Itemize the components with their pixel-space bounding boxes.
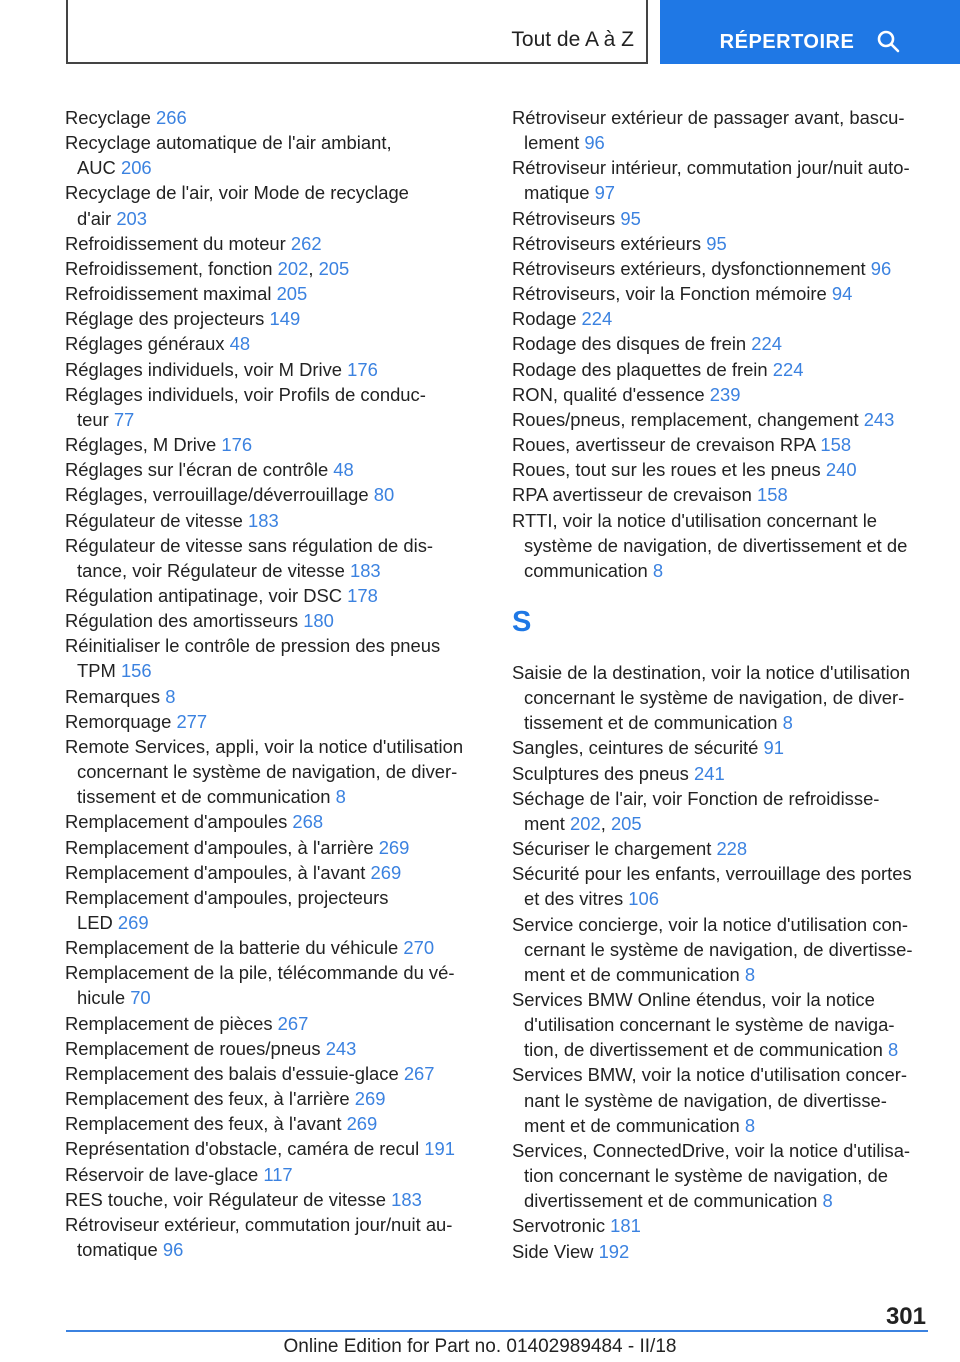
index-entry xyxy=(65,583,477,608)
index-entry xyxy=(65,633,477,683)
index-entry-term: Servotronic xyxy=(512,1215,606,1237)
index-entry-term: Régulateur de vitesse xyxy=(65,509,243,531)
page-reference-link[interactable]: 205 xyxy=(276,283,308,305)
index-entry-term: Remplacement des balais d'essuie-glace xyxy=(65,1062,399,1084)
page-reference-link[interactable]: 269 xyxy=(117,912,149,933)
index-entry-term: Services BMW, voir la notice d'utilisation concer- nant le système de navigation, de divertisse- ment et de communication xyxy=(512,1064,907,1136)
section-tab[interactable] xyxy=(660,0,960,64)
page-reference-link[interactable]: 269 xyxy=(354,1088,386,1110)
page-reference-link[interactable]: 181 xyxy=(610,1215,641,1237)
page-reference-link[interactable]: 269 xyxy=(346,1113,378,1135)
index-list-s xyxy=(512,660,930,1264)
index-entry-term: Rétroviseur extérieur de passager avant, bascu- lement xyxy=(512,107,905,154)
index-entry-term: Roues, tout sur les roues et les pneus xyxy=(512,459,821,481)
index-entry-term: Sangles, ceintures de sécurité xyxy=(512,737,759,759)
page-reference-link[interactable]: 178 xyxy=(347,584,378,606)
index-entry-term: Services BMW Online étendus, voir la notice d'utilisation concernant le système de naviga- tion, de divertissement et de communication xyxy=(512,989,895,1061)
index-entry xyxy=(65,835,477,860)
index-entry-term: Recyclage de l'air, voir Mode de recyclage d'air xyxy=(65,182,409,229)
index-entry xyxy=(512,105,930,155)
index-entry xyxy=(512,256,930,281)
page-reference-link[interactable]: 202 xyxy=(277,257,309,279)
search-icon[interactable] xyxy=(876,29,900,53)
index-entry xyxy=(512,1213,930,1238)
index-entry xyxy=(65,533,477,583)
index-entry xyxy=(512,382,930,407)
index-entry-term: Réinitialiser le contrôle de pression des pneus TPM xyxy=(65,635,441,682)
index-entry-term: Rétroviseur intérieur, commutation jour/nuit auto- matique xyxy=(512,157,910,204)
index-entry-term: Rétroviseurs, voir la Fonction mémoire xyxy=(512,283,827,305)
page-reference-link[interactable]: 270 xyxy=(403,937,435,959)
section-tab-label: RÉPERTOIRE xyxy=(719,31,855,53)
chapter-tab-label: Tout de A à Z xyxy=(511,28,634,51)
index-entry-term: Refroidissement maximal xyxy=(65,283,272,305)
index-entry xyxy=(65,1136,477,1161)
index-entry xyxy=(512,987,930,1062)
index-entry-term: Remplacement d'ampoules, à l'arrière xyxy=(65,836,374,858)
index-entry-term: Remplacement de roues/pneus xyxy=(65,1037,321,1059)
index-entry-term: Rétroviseur extérieur, commutation jour/nuit au- tomatique xyxy=(65,1213,453,1261)
page-reference-link[interactable]: 268 xyxy=(292,811,324,833)
footer-edition-text: Online Edition for Part no. 01402989484 - II/18 xyxy=(283,1336,677,1357)
page-reference-link[interactable]: 277 xyxy=(176,710,208,732)
page-reference-link[interactable]: 205 xyxy=(610,812,642,834)
page-reference-link[interactable]: 158 xyxy=(757,484,788,506)
index-entry: Refroidissement, fonction 202, 205 xyxy=(65,257,350,279)
page-reference-link[interactable]: 269 xyxy=(370,861,402,883)
index-entry-term: Rétroviseurs xyxy=(512,207,616,229)
index-entry-term: Side View xyxy=(512,1240,594,1262)
index-entry xyxy=(65,935,477,960)
index-entry-term: Roues/pneus, remplacement, changement xyxy=(512,408,859,430)
page-reference-link[interactable]: 77 xyxy=(113,408,135,430)
page-reference-link[interactable]: 149 xyxy=(269,308,301,330)
index-entry-term: Sculptures des pneus xyxy=(512,762,689,784)
page-reference-link[interactable]: 176 xyxy=(347,358,378,380)
page-reference-link[interactable]: 8 xyxy=(335,786,346,808)
index-entry xyxy=(512,912,930,987)
page-reference-link[interactable]: 8 xyxy=(887,1039,899,1061)
page-reference-link[interactable]: 70 xyxy=(130,987,151,1009)
index-entry xyxy=(512,660,930,735)
section-letter: S xyxy=(512,605,532,638)
index-entry xyxy=(512,432,930,457)
index-entry-term: Remplacement de la pile, télécommande du vé- hicule xyxy=(65,962,455,1009)
page-reference-link[interactable]: 224 xyxy=(772,358,804,380)
index-entry xyxy=(512,357,930,382)
index-entry xyxy=(512,482,930,507)
index-entry-term: Refroidissement, fonction xyxy=(65,257,273,279)
index-entry xyxy=(512,281,930,306)
page-reference-link[interactable]: 158 xyxy=(820,434,852,456)
page-reference-link[interactable]: 267 xyxy=(277,1012,309,1034)
index-entry-term: Sécuriser le chargement xyxy=(512,838,712,860)
page-reference-link[interactable]: 183 xyxy=(248,509,279,531)
index-entry-term: Remplacement des feux, à l'avant xyxy=(65,1113,342,1135)
index-entry xyxy=(512,231,930,256)
index-entry-term: Réglages sur l'écran de contrôle xyxy=(65,459,329,481)
index-entry-term: RON, qualité d'essence xyxy=(512,383,705,405)
index-entry xyxy=(65,1036,477,1061)
page-reference-link[interactable]: 183 xyxy=(349,559,381,581)
page-reference-link[interactable]: 96 xyxy=(870,257,892,279)
index-entry xyxy=(65,1187,477,1212)
index-entry xyxy=(65,331,477,356)
page-reference-link[interactable]: 106 xyxy=(628,888,659,910)
page-reference-link[interactable]: 262 xyxy=(290,232,322,254)
index-entry-term: Sécurité pour les enfants, verrouillage des portes et des vitres xyxy=(512,863,912,910)
index-entry xyxy=(65,608,477,633)
index-entry-term: Rodage des plaquettes de frein xyxy=(512,358,768,380)
index-entry-term: Service concierge, voir la notice d'utilisation con- cernant le système de navigation, de divertisse- ment et de communication xyxy=(512,913,913,985)
page-reference-link[interactable]: 228 xyxy=(716,838,748,860)
page-reference-link[interactable]: 8 xyxy=(822,1190,833,1212)
index-entry xyxy=(65,457,477,482)
index-entry-term: Recyclage xyxy=(65,107,151,128)
index-entry xyxy=(65,809,477,834)
index-entry xyxy=(65,281,477,306)
index-entry-term: Remplacement des feux, à l'arrière xyxy=(65,1088,350,1110)
index-entry: Séchage de l'air, voir Fonction de refroidisse- ment 202, 205 xyxy=(512,787,880,834)
page-reference-link[interactable]: 94 xyxy=(831,283,853,305)
page-reference-link[interactable]: 241 xyxy=(694,762,725,784)
index-entry-term: Réglages généraux xyxy=(65,333,225,355)
page-reference-link[interactable]: 80 xyxy=(373,484,395,506)
index-entry-term: Réglages, M Drive xyxy=(65,434,217,456)
page-reference-link[interactable]: 224 xyxy=(581,308,613,330)
index-entry xyxy=(65,1011,477,1036)
index-entry-term: Services, ConnectedDrive, voir la notice d'utilisa- tion concernant le système de navigation, de divertissement et de communication xyxy=(512,1139,911,1212)
page-reference-link[interactable]: 8 xyxy=(744,963,756,985)
page-reference-link[interactable]: 243 xyxy=(325,1037,357,1059)
index-entry-term: Remorquage xyxy=(65,710,172,732)
page-reference-link[interactable]: 267 xyxy=(403,1062,435,1084)
page-reference-link[interactable]: 48 xyxy=(229,333,251,355)
index-entry-term: Remplacement d'ampoules, projecteurs LED xyxy=(65,886,389,933)
index-entry xyxy=(512,1138,930,1213)
page-reference-link[interactable]: 180 xyxy=(303,610,334,632)
page-reference-link[interactable]: 91 xyxy=(763,737,784,759)
index-entry xyxy=(512,457,930,482)
index-entry xyxy=(65,382,477,432)
index-entry xyxy=(65,1111,477,1136)
index-entry xyxy=(65,130,477,180)
page-reference-link[interactable]: 8 xyxy=(165,685,176,707)
page-reference-link[interactable]: 266 xyxy=(156,107,187,128)
index-entry xyxy=(512,1239,930,1264)
index-entry xyxy=(65,684,477,709)
index-entry xyxy=(65,1162,477,1187)
page-reference-link[interactable]: 176 xyxy=(221,434,253,456)
page-reference-link[interactable]: 8 xyxy=(652,559,664,581)
index-entry xyxy=(512,735,930,760)
page-reference-link[interactable]: 206 xyxy=(120,157,152,179)
index-entry xyxy=(512,306,930,331)
page-reference-link[interactable]: 203 xyxy=(116,207,147,229)
index-entry xyxy=(65,1212,477,1262)
page-reference-link[interactable]: 96 xyxy=(162,1239,184,1261)
index-entry xyxy=(65,709,477,734)
index-entry-term: Rétroviseurs extérieurs, dysfonctionnement xyxy=(512,257,866,279)
index-entry xyxy=(65,482,477,507)
index-list-r-part1 xyxy=(65,105,477,1262)
index-entry-term: Régulation antipatinage, voir DSC xyxy=(65,584,343,606)
index-entry-term: Séchage de l'air, voir Fonction de refroidisse- ment xyxy=(512,787,880,834)
index-entry-term: Réglage des projecteurs xyxy=(65,308,265,330)
page-reference-link[interactable]: 240 xyxy=(825,459,857,481)
index-entry-term: Réglages individuels, voir Profils de conduc- teur xyxy=(65,383,426,430)
index-entry xyxy=(512,407,930,432)
index-entry xyxy=(65,734,477,809)
page-reference-link[interactable]: 8 xyxy=(782,712,793,734)
index-entry-term: Réglages, verrouillage/déverrouillage xyxy=(65,484,369,506)
index-entry xyxy=(65,105,477,130)
page-reference-link[interactable]: 224 xyxy=(751,333,782,355)
index-entry-term: RTTI, voir la notice d'utilisation concernant le système de navigation, de divertissement et de communication xyxy=(512,509,908,581)
index-entry xyxy=(65,306,477,331)
index-entry xyxy=(65,508,477,533)
index-entry-term: Remote Services, appli, voir la notice d'utilisation concernant le système de navigation, de diver- tissement et de communication xyxy=(65,735,464,808)
page-reference-link[interactable]: 156 xyxy=(120,660,152,682)
page-reference-link[interactable]: 95 xyxy=(706,232,727,254)
page-reference-link[interactable]: 97 xyxy=(594,182,616,204)
page-reference-link[interactable]: 48 xyxy=(333,459,354,481)
index-entry xyxy=(65,960,477,1010)
chapter-tab[interactable] xyxy=(66,0,648,64)
page-reference-link[interactable]: 8 xyxy=(744,1114,756,1136)
index-column-left xyxy=(65,105,477,1262)
index-entry-term: RPA avertisseur de crevaison xyxy=(512,484,752,506)
index-entry xyxy=(65,180,477,230)
page-reference-link[interactable]: 96 xyxy=(584,132,605,154)
index-entry-term: Remplacement de pièces xyxy=(65,1012,273,1034)
index-entry-term: Remplacement de la batterie du véhicule xyxy=(65,937,399,959)
page-reference-link[interactable]: 202 xyxy=(570,812,601,834)
index-list-r-part2 xyxy=(512,105,930,583)
page-reference-link[interactable]: 183 xyxy=(391,1188,422,1210)
index-entry xyxy=(65,357,477,382)
index-entry-term: Régulateur de vitesse sans régulation de dis- tance, voir Régulateur de vitesse xyxy=(65,534,434,581)
index-entry-term: Remarques xyxy=(65,685,161,707)
index-entry xyxy=(65,1061,477,1086)
page-reference-link[interactable]: 269 xyxy=(378,836,410,858)
index-entry-term: Régulation des amortisseurs xyxy=(65,610,299,632)
page-reference-link[interactable]: 239 xyxy=(709,383,741,405)
index-entry xyxy=(512,861,930,911)
index-entry xyxy=(65,860,477,885)
index-entry-term: Remplacement d'ampoules xyxy=(65,811,288,833)
index-entry xyxy=(512,508,930,583)
page-number: 301 xyxy=(885,1303,926,1330)
page-reference-link[interactable]: 191 xyxy=(424,1138,455,1160)
index-entry-term: Remplacement d'ampoules, à l'avant xyxy=(65,861,366,883)
index-entry xyxy=(512,761,930,786)
index-entry xyxy=(512,836,930,861)
footer-divider xyxy=(66,1330,928,1332)
index-entry-term: RES touche, voir Régulateur de vitesse xyxy=(65,1188,386,1210)
index-entry xyxy=(512,206,930,231)
index-entry-term: Rétroviseurs extérieurs xyxy=(512,232,702,254)
page-reference-link[interactable]: 205 xyxy=(318,257,350,279)
index-entry-term: Réglages individuels, voir M Drive xyxy=(65,358,342,380)
index-entry xyxy=(65,432,477,457)
index-entry-term: Réservoir de lave-glace xyxy=(65,1163,259,1185)
index-entry-term: Roues, avertisseur de crevaison RPA xyxy=(512,434,816,456)
index-entry xyxy=(512,155,930,205)
index-entry xyxy=(512,1062,930,1137)
index-entry xyxy=(65,1086,477,1111)
page-reference-link[interactable]: 192 xyxy=(598,1240,630,1262)
index-entry-term: Rodage des disques de frein xyxy=(512,333,747,355)
index-entry-term: Représentation d'obstacle, caméra de recul xyxy=(65,1138,420,1160)
index-entry-term: Recyclage automatique de l'air ambiant, AUC xyxy=(65,132,392,179)
index-entry xyxy=(512,331,930,356)
index-column-right xyxy=(512,105,930,1264)
index-entry-term: Saisie de la destination, voir la notice d'utilisation concernant le système de navigation, de diver- tissement et de communication xyxy=(512,661,911,734)
index-entry-term: Rodage xyxy=(512,308,577,330)
index-entry-term: Refroidissement du moteur xyxy=(65,232,286,254)
page-reference-link[interactable]: 117 xyxy=(263,1163,293,1185)
index-entry xyxy=(65,885,477,935)
page-reference-link[interactable]: 243 xyxy=(863,408,895,430)
index-entry xyxy=(65,231,477,256)
page-reference-link[interactable]: 95 xyxy=(620,207,641,229)
